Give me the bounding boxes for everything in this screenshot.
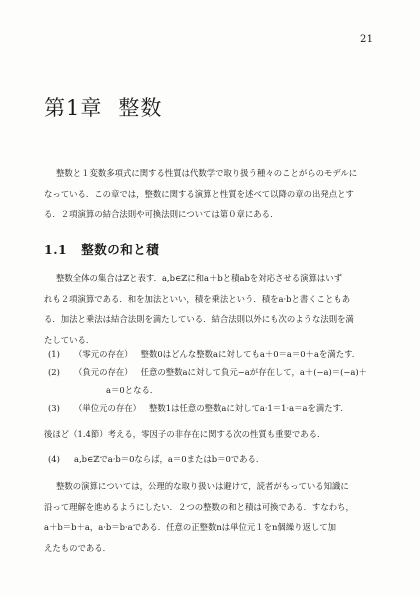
final-line: 沿って理解を進めるようにしたい．２つの整数の和と積は可換である．すなわち，: [44, 501, 354, 512]
note-paragraph: [44, 424, 380, 445]
law-text: 整数1は任意の整数aに対してa·1＝1·a＝aを満たす．: [149, 403, 349, 413]
intro-line: 整数と１変数多項式に関する性質は代数学で取り扱う種々のことがらのモデルに: [56, 168, 358, 178]
final-line: a＋b＝b＋a，a·b＝b·aである．任意の正整数nは単位元１をn個繰り返して加: [44, 522, 337, 532]
law-text: a,b∈ℤでa·b＝0ならば，a＝0またはb＝0である．: [74, 454, 265, 464]
law-name: （単位元の存在）: [74, 403, 141, 413]
law-text: 整数0はどんな整数aに対してもa＋0＝a＝0＋aを満たす．: [140, 349, 361, 359]
law-number: (3): [48, 403, 60, 413]
law-continuation: a＝0となる．: [106, 385, 159, 395]
law-item-zero: [48, 345, 382, 363]
final-paragraph: [44, 476, 380, 558]
law-name: （負元の存在）: [74, 367, 133, 377]
section-line: 整数全体の集合はℤと表す．a,b∈ℤに和a＋bと積abを対応させる演算はいず: [56, 273, 342, 283]
intro-line: なっている．この章では，整数に関する演算と性質を述べて以降の章の出発点とす: [44, 188, 354, 199]
law-text: 任意の整数aに対して負元−aが存在して，a＋(−a)＝(−a)＋: [140, 367, 368, 377]
law-item-negative: [48, 363, 382, 381]
law-number: (4): [48, 454, 60, 464]
chapter-label: 第1章: [44, 96, 103, 120]
section-line: れも２項演算である．和を加法といい，積を乗法という．積をa·bと書くこともあ: [44, 293, 351, 304]
page-number: 21: [360, 34, 374, 45]
section-line: る．加法と乗法は結合法則を満たしている．結合法則以外にも次のような法則を満: [44, 314, 354, 324]
section-title: [44, 240, 159, 258]
note-line: 後ほど（1.4節）考える，零因子の非存在に関する次の性質も重要である．: [44, 429, 326, 439]
final-line: 整数の演算については，公理的な取り扱いは避けて，読者がもっている知識に: [56, 481, 349, 491]
law-name: （零元の存在）: [74, 349, 133, 359]
section-number: 1.1: [44, 242, 68, 257]
section-name: 整数の和と積: [81, 242, 160, 257]
section-paragraph: [44, 268, 380, 350]
chapter-title: [44, 92, 162, 122]
law-item-zero-divisor: [48, 450, 264, 468]
final-line: えたものである．: [44, 542, 111, 553]
law-list: [48, 345, 382, 417]
section-line: たしている．: [44, 334, 95, 345]
law-item-unit: [48, 399, 382, 417]
law-number: (1): [48, 349, 60, 359]
intro-line: る．２項演算の結合法則や可換法則については第０章にある．: [44, 209, 279, 219]
intro-paragraph: [44, 163, 380, 225]
chapter-name: 整数: [118, 96, 163, 120]
law-number: (2): [48, 367, 60, 377]
